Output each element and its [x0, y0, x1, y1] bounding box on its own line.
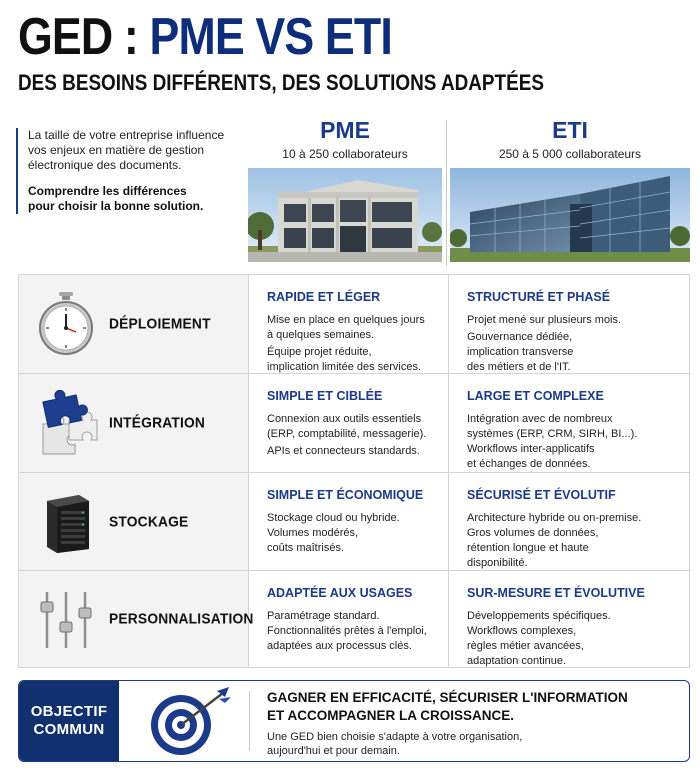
- row-label: STOCKAGE: [109, 513, 189, 530]
- eti-cell-title: SUR-MESURE ET ÉVOLUTIVE: [467, 586, 645, 600]
- eti-cell-title: STRUCTURÉ ET PHASÉ: [467, 290, 611, 304]
- badge-line: COMMUN: [33, 721, 105, 738]
- intro-block: [16, 128, 236, 214]
- text-line: implication limitée des services.: [267, 361, 422, 373]
- text-line: Projet mené sur plusieurs mois.: [467, 314, 622, 326]
- intro-cta-line2: pour choisir la bonne solution.: [28, 199, 204, 213]
- text-line: Équipe projet réduite,: [267, 346, 372, 358]
- text-line: adaptation continue.: [467, 655, 567, 667]
- row-label: DÉPLOIEMENT: [109, 315, 211, 333]
- eti-cell: [449, 275, 689, 373]
- pme-cell-text: [267, 345, 438, 375]
- text-line: Paramétrage standard.: [267, 610, 380, 622]
- text-line: Développements spécifiques.: [467, 610, 611, 622]
- text-line: coûts maîtrisés.: [267, 542, 345, 554]
- column-header-eti: [450, 116, 690, 162]
- badge-line: OBJECTIF: [30, 703, 108, 720]
- banner-headline: [267, 689, 687, 725]
- pme-cell-text: [267, 609, 438, 654]
- row-label-cell: [19, 571, 254, 667]
- pme-name: PME: [320, 117, 370, 143]
- eti-cell-text: [467, 609, 679, 669]
- intro-text: La taille de votre entreprise influence vos enjeux en matière de gestion électronique des documents.: [28, 128, 225, 172]
- pme-cell-title: SIMPLE ET CIBLÉE: [267, 389, 383, 403]
- text-line: Fonctionnalités prêtes à l'emploi,: [267, 625, 427, 637]
- text-line: Gouvernance dédiée,: [467, 331, 573, 343]
- row-label: PERSONNALISATION: [109, 610, 254, 628]
- row-label-cell: [19, 275, 249, 373]
- text-line: Volumes modérés,: [267, 527, 359, 539]
- pme-building-image: [248, 168, 442, 262]
- intro-cta: [28, 184, 236, 214]
- pme-cell-text: [267, 511, 438, 556]
- eti-cell-text: [467, 412, 679, 472]
- text-line: rétention longue et haute: [467, 542, 589, 554]
- title-prefix: GED :: [18, 8, 150, 66]
- pme-size: 10 à 250 collaborateurs: [282, 147, 408, 161]
- eti-cell-text: [467, 511, 679, 571]
- pme-cell: [249, 571, 449, 667]
- text-line: Connexion aux outils essentiels: [267, 413, 422, 425]
- eti-cell: [449, 473, 689, 570]
- eti-name: ETI: [552, 117, 588, 143]
- banner-divider: [249, 691, 250, 751]
- pme-cell-text: [267, 444, 438, 459]
- target-icon: [137, 685, 237, 759]
- headline-line: GAGNER EN EFFICACITÉ, SÉCURISER L'INFORMATION: [267, 690, 628, 705]
- badge-text: [31, 703, 108, 739]
- row-label: INTÉGRATION: [109, 414, 206, 432]
- text-line: (ERP, comptabilité, messagerie).: [267, 428, 427, 440]
- text-line: Mise en place en quelques jours: [267, 314, 425, 326]
- text-line: disponibilité.: [467, 557, 528, 569]
- eti-cell-text: [467, 330, 679, 375]
- text-line: Workflows inter-applicatifs: [467, 443, 595, 455]
- pme-cell: [249, 473, 449, 570]
- eti-cell: [449, 571, 689, 667]
- banner-description: [267, 730, 687, 758]
- objective-badge: [19, 681, 119, 761]
- page-subtitle: DES BESOINS DIFFÉRENTS, DES SOLUTIONS ADAPTÉES: [18, 70, 544, 95]
- pme-cell-title: RAPIDE ET LÉGER: [267, 290, 381, 304]
- eti-cell-title: LARGE ET COMPLEXE: [467, 389, 604, 403]
- table-row-stockage: [19, 473, 689, 571]
- text-line: règles métier avancées,: [467, 640, 584, 652]
- text-line: Une GED bien choisie s'adapte à votre organisation,: [267, 731, 523, 743]
- text-line: Stockage cloud ou hybride.: [267, 512, 400, 524]
- server-icon: [33, 489, 99, 555]
- text-line: APIs et connecteurs standards.: [267, 445, 420, 457]
- pme-cell-title: ADAPTÉE AUX USAGES: [267, 586, 413, 600]
- text-line: Intégration avec de nombreux: [467, 413, 613, 425]
- headline-line: ET ACCOMPAGNER LA CROISSANCE.: [267, 708, 515, 723]
- table-row-deploiement: [19, 275, 689, 374]
- intro-cta-line1: Comprendre les différences: [28, 184, 187, 198]
- eti-cell: [449, 374, 689, 472]
- eti-cell-title: SÉCURISÉ ET ÉVOLUTIF: [467, 488, 616, 502]
- table-row-integration: [19, 374, 689, 473]
- column-header-pme: [248, 116, 442, 162]
- table-row-personnalisation: [19, 571, 689, 667]
- pme-cell-text: [267, 412, 438, 442]
- row-label-cell: [19, 473, 249, 570]
- stopwatch-icon: [33, 291, 99, 357]
- eti-cell-text: [467, 313, 679, 328]
- banner-text: [267, 689, 687, 758]
- row-label-cell: [19, 374, 249, 472]
- text-line: et échanges de données.: [467, 458, 591, 470]
- pme-cell: [249, 374, 449, 472]
- text-line: des métiers et de l'IT.: [467, 361, 571, 373]
- text-line: à quelques semaines.: [267, 329, 375, 341]
- pme-cell-text: [267, 313, 438, 343]
- eti-building-image: [450, 168, 690, 262]
- comparison-table: [18, 274, 690, 668]
- page-title: [18, 6, 392, 68]
- title-highlight: PME VS ETI: [149, 8, 392, 66]
- text-line: systèmes (ERP, CRM, SIRH, BI...).: [467, 428, 638, 440]
- text-line: implication transverse: [467, 346, 574, 358]
- text-line: Workflows complexes,: [467, 625, 577, 637]
- common-goal-banner: [18, 680, 690, 762]
- eti-size: 250 à 5 000 collaborateurs: [498, 147, 642, 161]
- text-line: Architecture hybride ou on-premise.: [467, 512, 642, 524]
- pme-cell: [249, 275, 449, 373]
- text-line: aujourd'hui et pour demain.: [267, 745, 400, 757]
- sliders-icon: [33, 586, 99, 652]
- pme-cell-title: SIMPLE ET ÉCONOMIQUE: [267, 488, 424, 502]
- column-divider: [446, 120, 447, 266]
- text-line: Gros volumes de données,: [467, 527, 599, 539]
- puzzle-icon: [33, 390, 99, 456]
- text-line: adaptées aux processus clés.: [267, 640, 412, 652]
